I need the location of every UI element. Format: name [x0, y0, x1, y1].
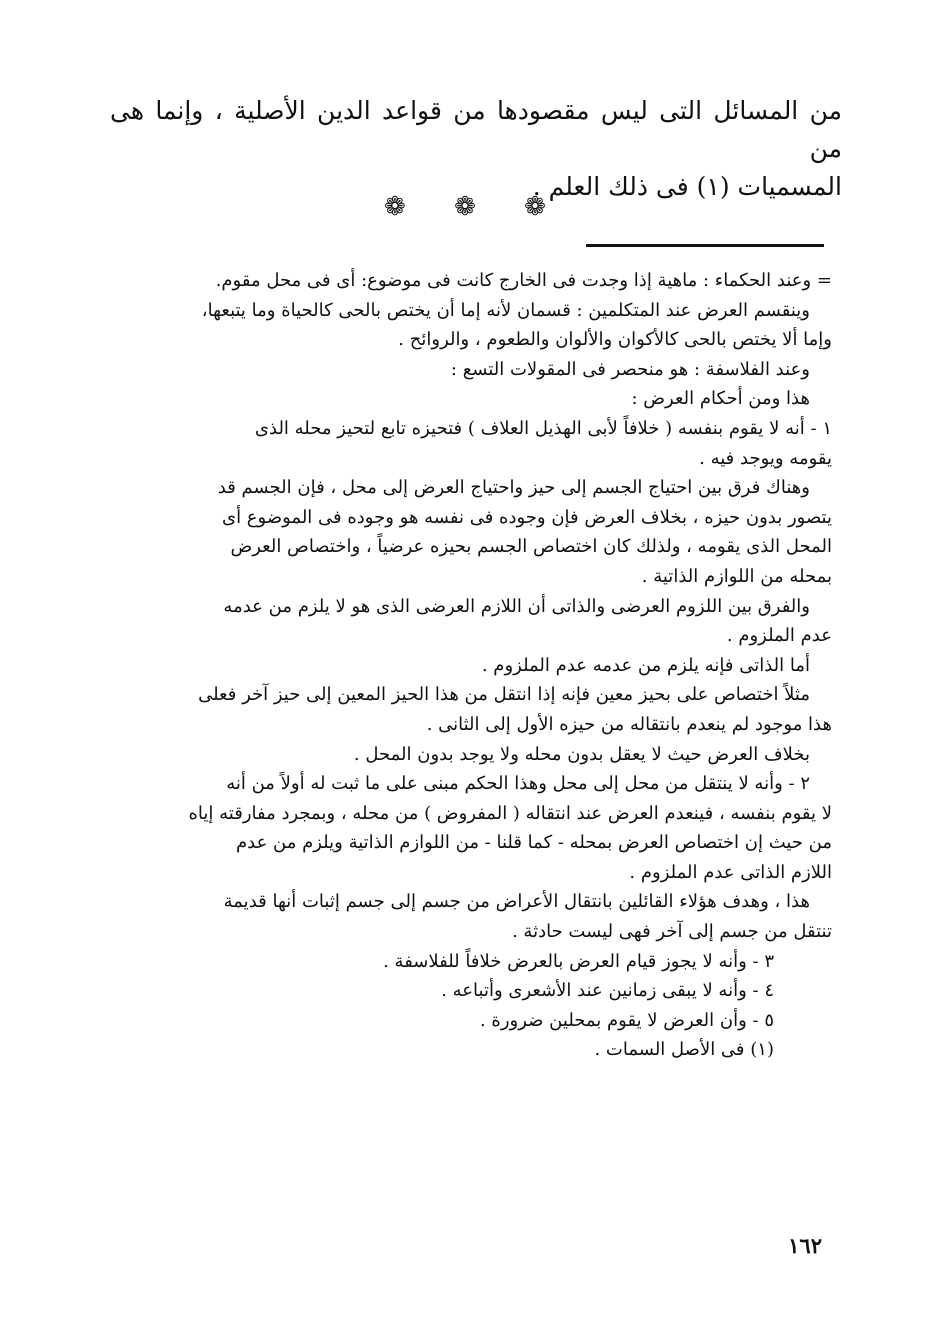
footnote-line: وينقسم العرض عند المتكلمين : قسمان لأنه إما أن يختص بالحى كالحياة وما يتبعها،	[201, 299, 810, 321]
footnote-line: لا يقوم بنفسه ، فينعدم العرض عند انتقاله ( المفروض ) من محله ، وبمجرد مفارقته إياه	[188, 802, 832, 824]
footnote-line: ٣ - وأنه لا يجوز قيام العرض بالعرض خلافاً للفلاسفة .	[383, 950, 774, 972]
ornament-star-icon: ❁	[454, 192, 476, 222]
footnote-line: = وعند الحكماء : ماهية إذا وجدت فى الخارج كانت فى موضوع: أى فى محل مقوم.	[215, 270, 832, 291]
footnote-line: وعند الفلاسفة : هو منحصر فى المقولات التسع :	[450, 358, 810, 380]
footnote-line: المحل الذى يقومه ، ولذلك كان اختصاص الجسم بحيزه عرضياً ، واختصاص العرض	[230, 536, 832, 558]
footnote-line: عدم الملزوم .	[726, 625, 832, 647]
footnote-line: والفرق بين اللزوم العرضى والذاتى أن اللازم العرضى الذى هو لا يلزم من عدمه	[223, 595, 810, 617]
footnote-line: اللازم الذاتى عدم الملزوم .	[629, 861, 832, 883]
footnote-line: أما الذاتى فإنه يلزم من عدمه عدم الملزوم .	[481, 654, 810, 676]
section-separator	[0, 192, 930, 222]
footnote-line: هذا ومن أحكام العرض :	[631, 388, 810, 410]
main-line-1: من المسائل التى ليس مقصودها من قواعد الدين الأصلية ، وإنما هى من	[110, 96, 842, 163]
footnote-line: وإما ألا يختص بالحى كالأكوان والألوان والطعوم ، والروائح .	[398, 329, 832, 351]
footnote-line: تنتقل من جسم إلى آخر فهى ليست حادثة .	[511, 921, 832, 943]
footnote-line: مثلاً اختصاص على بحيز معين فإنه إذا انتقل من هذا الحيز المعين إلى حيز آخر فعلى	[198, 684, 810, 706]
footnote-line: ٢ - وأنه لا ينتقل من محل إلى محل وهذا الحكم مبنى على ما ثبت له أولاً من أنه	[226, 773, 810, 795]
footnote-line: ٤ - وأنه لا يبقى زمانين عند الأشعرى وأتباعه .	[441, 980, 774, 1002]
ornament-star-icon: ❁	[384, 192, 406, 222]
footnote-line: ١ - أنه لا يقوم بنفسه ( خلافاً لأبى الهذيل العلاف ) فتحيزه تابع لتحيز محله الذى	[254, 417, 832, 439]
footnote-line: وهناك فرق بين احتياج الجسم إلى حيز واحتياج العرض إلى محل ، فإن الجسم قد	[217, 477, 810, 499]
footnotes	[110, 266, 832, 1065]
ornament-star-icon: ❁	[524, 192, 546, 222]
footnote-line: هذا موجود لم ينعدم بانتقاله من حيزه الأول إلى الثانى .	[426, 713, 832, 735]
footnote-line: بخلاف العرض حيث لا يعقل بدون محله ولا يوجد بدون المحل .	[353, 743, 810, 765]
main-line-2: المسميات (١) فى ذلك العلم .	[532, 172, 842, 201]
footnote-line: هذا ، وهدف هؤلاء القائلين بانتقال الأعراض من جسم إلى جسم إثبات أنها قديمة	[223, 891, 810, 913]
footnote-divider	[586, 244, 824, 247]
footnote-line: (١) فى الأصل السمات .	[594, 1039, 774, 1061]
footnote-line: ٥ - وأن العرض لا يقوم بمحلين ضرورة .	[479, 1009, 774, 1031]
page-number: ١٦٢	[788, 1233, 822, 1258]
footnote-line: يقومه ويوجد فيه .	[699, 447, 832, 469]
footnote-line: يتصور بدون حيزه ، بخلاف العرض فإن وجوده فى نفسه هو وجوده فى الموضوع أى	[221, 506, 832, 528]
main-text	[110, 92, 842, 206]
footnote-line: من حيث إن اختصاص العرض بمحله - كما قلنا - من اللوازم الذاتية ويلزم من عدم	[235, 832, 832, 854]
footnote-line: بمحله من اللوازم الذاتية .	[641, 565, 832, 587]
